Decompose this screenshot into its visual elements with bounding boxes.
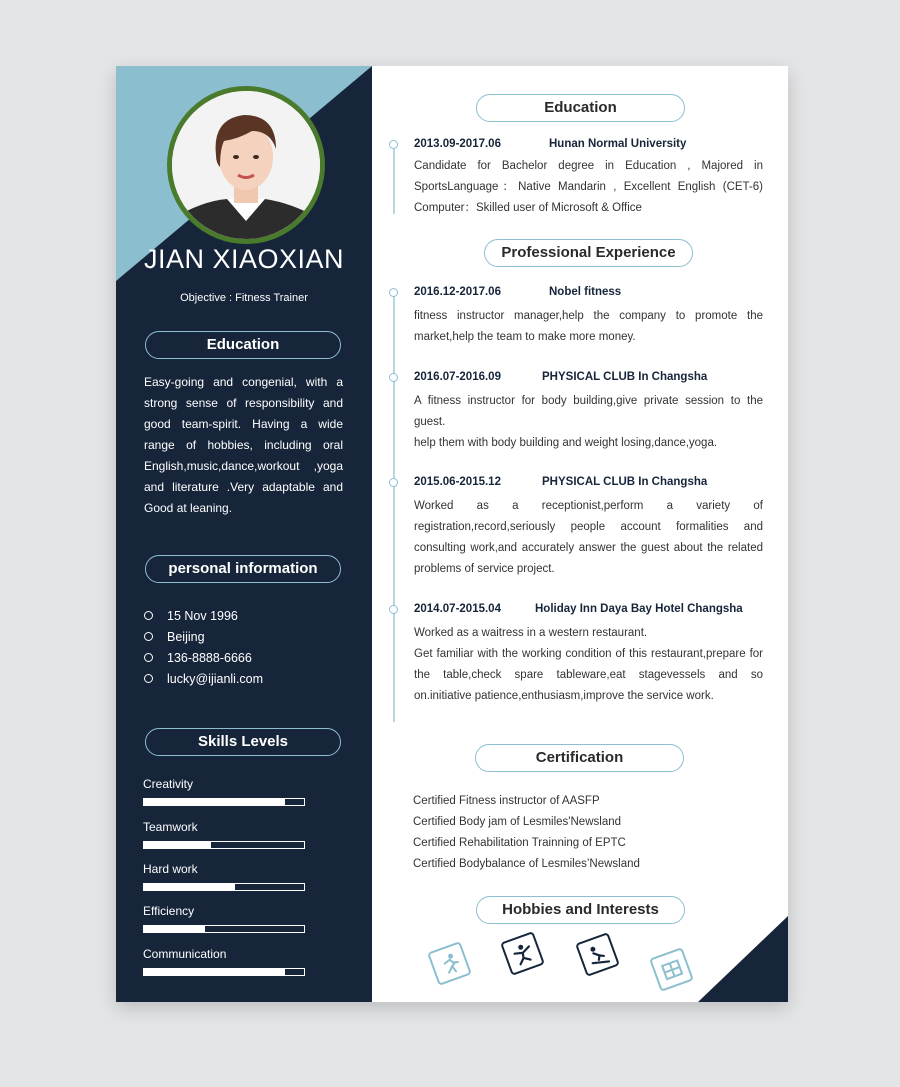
cert-item: Certified Bodybalance of Lesmiles’Newsland — [413, 858, 640, 870]
timeline-dot — [389, 478, 398, 487]
section-title-certification: Certification — [475, 744, 684, 772]
decor-triangle-bottom — [698, 916, 788, 1002]
entry-date: 2016.07-2016.09 — [414, 371, 501, 383]
entry-org: PHYSICAL CLUB In Changsha — [542, 476, 708, 488]
circle-bullet-icon — [144, 674, 153, 683]
entry-description: Candidate for Bachelor degree in Education , Majored in SportsLanguage：Native Mandarin , Excellent English (CET-6) Computer：Skilled user of Microsoft & Office — [414, 160, 763, 214]
skill-label: Creativity — [143, 777, 194, 791]
experience-entry — [414, 371, 763, 454]
dancing-icon — [500, 931, 545, 976]
cert-item: Certified Rehabilitation Trainning of EPTC — [413, 837, 626, 849]
entry-description: A fitness instructor for body building,give private session to the guest. help them with body building and weight losing,dance,yoga. — [414, 395, 763, 449]
running-icon — [427, 941, 472, 986]
circle-bullet-icon — [144, 653, 153, 662]
entry-date: 2016.12-2017.06 — [414, 286, 501, 298]
skill-bar — [143, 925, 305, 933]
info-birthday: 15 Nov 1996 — [144, 605, 263, 626]
profile-photo — [167, 86, 325, 244]
entry-description: Worked as a waitress in a western restaurant. Get familiar with the working condition of this restaurant,prepare for the table,check spare tableware,eat stagevessels and so on.initiative patience,enthusiasm,improve the service work. — [414, 627, 763, 702]
entry-date: 2014.07-2015.04 — [414, 603, 501, 615]
skill-bar — [143, 968, 305, 976]
entry-date: 2013.09-2017.06 — [414, 138, 501, 150]
left-sidebar — [116, 66, 372, 1002]
skill-label: Communication — [143, 947, 227, 961]
skill-item — [143, 777, 305, 806]
timeline-dot — [389, 605, 398, 614]
section-title-education: Education — [476, 94, 685, 122]
entry-description: Worked as a receptionist,perform a variety of registration,record,seriously people account formalities and consulting work,and accurately answer the guest about the related problems of service project. — [414, 500, 763, 575]
skill-bar-fill — [144, 884, 235, 890]
circle-bullet-icon — [144, 632, 153, 641]
experience-entry — [414, 476, 763, 580]
candidate-name: JIAN XIAOXIAN — [143, 244, 345, 274]
info-city: Beijing — [144, 626, 263, 647]
section-title-skills: Skills Levels — [145, 728, 341, 756]
timeline-dot — [389, 140, 398, 149]
certification-list — [413, 791, 640, 875]
entry-org: Nobel fitness — [549, 286, 622, 298]
entry-org: Hunan Normal University — [549, 138, 687, 150]
skill-bar — [143, 798, 305, 806]
circle-bullet-icon — [144, 611, 153, 620]
entry-org: Holiday Inn Daya Bay Hotel Changsha — [535, 603, 743, 615]
cert-item: Certified Body jam of Lesmiles'Newsland — [413, 816, 622, 828]
cert-item: Certified Fitness instructor of AASFP — [413, 795, 600, 807]
skill-label: Efficiency — [143, 904, 195, 918]
skill-bar-fill — [144, 842, 211, 848]
timeline-dot — [389, 373, 398, 382]
timeline-line — [393, 144, 395, 214]
skill-bar-fill — [144, 926, 205, 932]
skill-item — [143, 904, 305, 933]
info-phone: 136-8888-6666 — [144, 647, 263, 668]
entry-date: 2015.06-2015.12 — [414, 476, 501, 488]
skill-bar — [143, 841, 305, 849]
section-title-experience: Professional Experience — [484, 239, 693, 267]
resume-page — [116, 66, 788, 1002]
skill-label: Teamwork — [143, 820, 198, 834]
objective-text: Objective : Fitness Trainer — [180, 292, 308, 304]
skiing-icon — [575, 932, 620, 977]
entry-description: fitness instructor manager,help the company to promote the market,help the team to make more money. — [414, 310, 763, 343]
skill-item — [143, 947, 305, 976]
skill-bar-fill — [144, 799, 285, 805]
entry-org: PHYSICAL CLUB In Changsha — [542, 371, 708, 383]
skill-item — [143, 820, 305, 849]
section-title-about: Education — [145, 331, 341, 359]
skill-bar — [143, 883, 305, 891]
section-title-personal: personal information — [145, 555, 341, 583]
skill-bar-fill — [144, 969, 285, 975]
reading-icon — [649, 947, 694, 992]
skill-item — [143, 862, 305, 891]
experience-entry — [414, 603, 763, 707]
education-entry — [414, 138, 763, 219]
experience-entry — [414, 286, 763, 348]
info-email[interactable]: lucky@ijianli.com — [144, 668, 263, 689]
about-paragraph: Easy-going and congenial, with a strong sense of responsibility and good team-spirit. Having a wide range of hobbies, including oral English,music,dance,workout ,yoga and literature .Very adaptable and Good at leaning. — [144, 375, 343, 515]
timeline-line — [393, 292, 395, 722]
skill-label: Hard work — [143, 862, 198, 876]
section-title-hobbies: Hobbies and Interests — [476, 896, 685, 924]
timeline-dot — [389, 288, 398, 297]
personal-info-list — [144, 605, 263, 689]
